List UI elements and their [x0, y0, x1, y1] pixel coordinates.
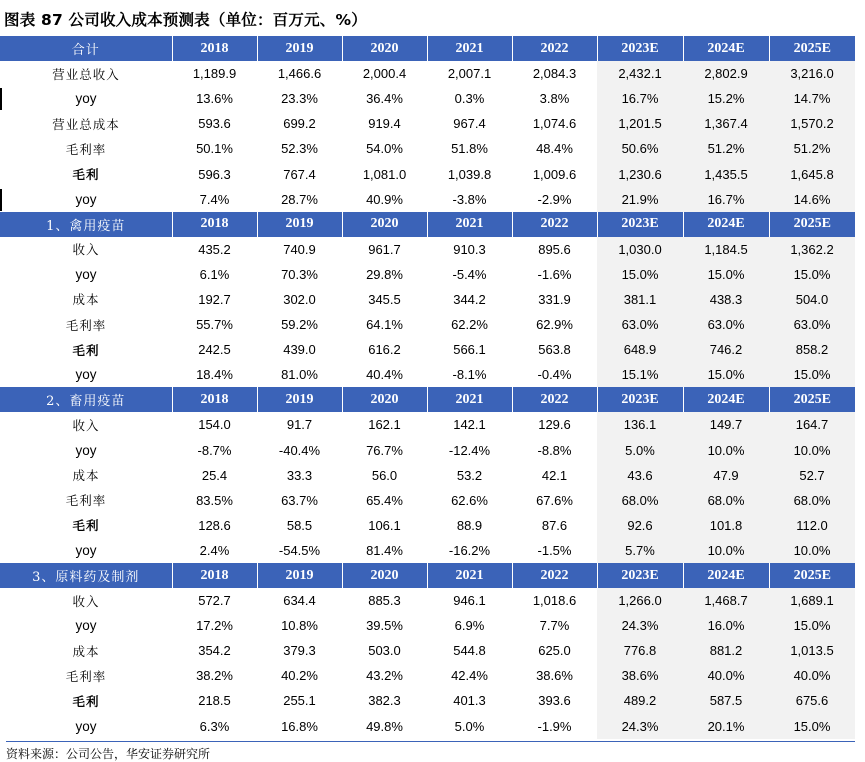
table-row [0, 161, 855, 186]
row-label: 毛利 [72, 167, 100, 183]
value-cell: 29.8% [366, 266, 403, 282]
section-header-row [0, 563, 855, 588]
year-header-cell: 2019 [257, 36, 342, 61]
row-label: 收入 [72, 242, 100, 258]
section-header-label: 合计 [0, 36, 172, 61]
value-cell: 648.9 [597, 337, 683, 362]
value-cell: 17.2% [196, 618, 233, 634]
value-cell: 587.5 [683, 688, 769, 713]
table-row [0, 663, 855, 688]
value-cell: 15.0% [769, 613, 855, 638]
value-cell: 42.4% [451, 668, 488, 684]
year-header-cell: 2019 [257, 387, 342, 412]
value-cell: 14.6% [769, 187, 855, 212]
value-cell: 15.0% [597, 262, 683, 287]
table-row [0, 714, 855, 739]
value-cell: 10.0% [683, 438, 769, 463]
value-cell: 1,030.0 [597, 237, 683, 262]
value-cell: 2,432.1 [597, 61, 683, 86]
year-header-cell: 2022 [512, 36, 597, 61]
value-cell: -54.5% [278, 542, 321, 558]
row-label: yoy [75, 718, 97, 734]
value-cell: 83.5% [196, 492, 233, 508]
value-cell: -12.4% [448, 442, 491, 458]
value-cell: 379.3 [283, 643, 316, 659]
row-label: 营业总成本 [52, 116, 120, 132]
table-row [0, 613, 855, 638]
value-cell: 1,367.4 [683, 111, 769, 136]
value-cell: 136.1 [597, 412, 683, 437]
value-cell: 154.0 [198, 417, 231, 433]
table-row [0, 463, 855, 488]
value-cell: 16.7% [597, 86, 683, 111]
value-cell: 54.0% [366, 141, 403, 157]
table-row [0, 638, 855, 663]
value-cell: 14.7% [769, 86, 855, 111]
value-cell: 24.3% [597, 613, 683, 638]
value-cell: 767.4 [283, 166, 316, 182]
value-cell: 2.4% [199, 542, 230, 558]
value-cell: 20.1% [683, 714, 769, 739]
value-cell: 51.8% [451, 141, 488, 157]
value-cell: 1,468.7 [683, 588, 769, 613]
value-cell: 1,689.1 [769, 588, 855, 613]
value-cell: 3.8% [539, 91, 570, 107]
value-cell: 919.4 [368, 116, 401, 132]
row-marker-2 [0, 189, 2, 211]
value-cell: 439.0 [283, 342, 316, 358]
value-cell: 70.3% [281, 266, 318, 282]
value-cell: 504.0 [769, 287, 855, 312]
value-cell: 572.7 [198, 593, 231, 609]
value-cell: 43.6 [597, 463, 683, 488]
value-cell: 10.0% [683, 538, 769, 563]
value-cell: 28.7% [281, 191, 318, 207]
value-cell: 1,466.6 [277, 66, 322, 82]
value-cell: 0.3% [454, 91, 485, 107]
year-header-cell: 2024E [683, 36, 769, 61]
value-cell: 67.6% [536, 492, 573, 508]
value-cell: 40.2% [281, 668, 318, 684]
value-cell: 63.0% [769, 312, 855, 337]
value-cell: 435.2 [198, 241, 231, 257]
value-cell: 33.3 [286, 467, 313, 483]
value-cell: 858.2 [769, 337, 855, 362]
value-cell: 76.7% [366, 442, 403, 458]
value-cell: 43.2% [366, 668, 403, 684]
row-label: yoy [75, 191, 97, 207]
value-cell: -8.1% [452, 367, 487, 383]
table-row [0, 362, 855, 387]
value-cell: 162.1 [368, 417, 401, 433]
table-row [0, 111, 855, 136]
year-header-cell: 2021 [427, 212, 512, 237]
year-header-cell: 2020 [342, 563, 427, 588]
value-cell: 40.4% [366, 367, 403, 383]
row-label: yoy [75, 542, 97, 558]
value-cell: -2.9% [537, 191, 572, 207]
value-cell: 62.2% [451, 317, 488, 333]
value-cell: 6.9% [454, 618, 485, 634]
value-cell: 1,362.2 [769, 237, 855, 262]
year-header-cell: 2023E [597, 387, 683, 412]
value-cell: 503.0 [368, 643, 401, 659]
value-cell: 544.8 [453, 643, 486, 659]
value-cell: 50.1% [196, 141, 233, 157]
value-cell: 92.6 [597, 513, 683, 538]
value-cell: 393.6 [538, 693, 571, 709]
year-header-cell: 2025E [769, 563, 855, 588]
value-cell: 489.2 [597, 688, 683, 713]
value-cell: 593.6 [198, 116, 231, 132]
value-cell: 52.3% [281, 141, 318, 157]
section-header-row [0, 387, 855, 412]
value-cell: 1,189.9 [192, 66, 237, 82]
value-cell: 18.4% [196, 367, 233, 383]
value-cell: 15.0% [769, 262, 855, 287]
value-cell: 15.0% [683, 362, 769, 387]
row-label: yoy [75, 618, 97, 634]
value-cell: 331.9 [538, 291, 571, 307]
value-cell: 2,000.4 [362, 66, 407, 82]
value-cell: 2,802.9 [683, 61, 769, 86]
value-cell: 746.2 [683, 337, 769, 362]
value-cell: 1,081.0 [362, 166, 407, 182]
row-label: yoy [75, 266, 97, 282]
table-row [0, 287, 855, 312]
value-cell: 39.5% [366, 618, 403, 634]
value-cell: 129.6 [538, 417, 571, 433]
value-cell: 946.1 [453, 593, 486, 609]
value-cell: 10.8% [281, 618, 318, 634]
value-cell: 51.2% [683, 136, 769, 161]
value-cell: 2,084.3 [532, 66, 577, 82]
value-cell: 6.1% [199, 266, 230, 282]
value-cell: 68.0% [769, 488, 855, 513]
value-cell: -5.4% [452, 266, 487, 282]
value-cell: 68.0% [683, 488, 769, 513]
table-row [0, 337, 855, 362]
table-row [0, 513, 855, 538]
value-cell: 81.0% [281, 367, 318, 383]
value-cell: 38.6% [597, 663, 683, 688]
value-cell: 24.3% [597, 714, 683, 739]
value-cell: 49.8% [366, 718, 403, 734]
value-cell: 1,645.8 [769, 161, 855, 186]
value-cell: 59.2% [281, 317, 318, 333]
value-cell: 302.0 [283, 291, 316, 307]
value-cell: 51.2% [769, 136, 855, 161]
year-header-cell: 2021 [427, 387, 512, 412]
value-cell: 616.2 [368, 342, 401, 358]
value-cell: 255.1 [283, 693, 316, 709]
value-cell: 63.0% [683, 312, 769, 337]
value-cell: 382.3 [368, 693, 401, 709]
value-cell: 87.6 [541, 517, 568, 533]
source-note: 资料来源：公司公告，华安证券研究所 [6, 741, 855, 762]
value-cell: 895.6 [538, 241, 571, 257]
value-cell: 16.8% [281, 718, 318, 734]
value-cell: 68.0% [597, 488, 683, 513]
value-cell: 149.7 [683, 412, 769, 437]
table-row [0, 688, 855, 713]
section-header-label: 3、原料药及制剂 [0, 563, 172, 588]
value-cell: 106.1 [368, 517, 401, 533]
value-cell: 40.0% [769, 663, 855, 688]
value-cell: 56.0 [371, 467, 398, 483]
section-header-row [0, 36, 855, 61]
value-cell: 16.7% [683, 187, 769, 212]
value-cell: -8.7% [197, 442, 232, 458]
value-cell: 1,435.5 [683, 161, 769, 186]
forecast-table-container [0, 36, 855, 739]
value-cell: -16.2% [448, 542, 491, 558]
value-cell: 53.2 [456, 467, 483, 483]
value-cell: 344.2 [453, 291, 486, 307]
value-cell: 40.9% [366, 191, 403, 207]
year-header-cell: 2019 [257, 563, 342, 588]
value-cell: 91.7 [286, 417, 313, 433]
value-cell: 52.7 [769, 463, 855, 488]
year-header-cell: 2018 [172, 36, 257, 61]
year-header-cell: 2023E [597, 212, 683, 237]
value-cell: 1,201.5 [597, 111, 683, 136]
value-cell: 15.2% [683, 86, 769, 111]
year-header-cell: 2019 [257, 212, 342, 237]
year-header-cell: 2020 [342, 387, 427, 412]
value-cell: 13.6% [196, 91, 233, 107]
value-cell: 101.8 [683, 513, 769, 538]
year-header-cell: 2024E [683, 212, 769, 237]
year-header-cell: 2020 [342, 36, 427, 61]
value-cell: 1,009.6 [532, 166, 577, 182]
value-cell: 381.1 [597, 287, 683, 312]
table-row [0, 488, 855, 513]
value-cell: 62.6% [451, 492, 488, 508]
value-cell: 961.7 [368, 241, 401, 257]
value-cell: 7.4% [199, 191, 230, 207]
value-cell: 885.3 [368, 593, 401, 609]
value-cell: 15.0% [769, 714, 855, 739]
value-cell: 881.2 [683, 638, 769, 663]
row-label: 收入 [72, 593, 100, 609]
row-label: 成本 [72, 643, 100, 659]
row-label: yoy [75, 367, 97, 383]
value-cell: 401.3 [453, 693, 486, 709]
table-row [0, 86, 855, 111]
value-cell: 1,018.6 [532, 593, 577, 609]
value-cell: 218.5 [198, 693, 231, 709]
value-cell: 25.4 [201, 467, 228, 483]
row-label: 成本 [72, 292, 100, 308]
year-header-cell: 2018 [172, 212, 257, 237]
value-cell: 5.0% [454, 718, 485, 734]
table-row [0, 438, 855, 463]
value-cell: 1,570.2 [769, 111, 855, 136]
year-header-cell: 2018 [172, 387, 257, 412]
section-header-label: 1、禽用疫苗 [0, 212, 172, 237]
value-cell: -1.9% [537, 718, 572, 734]
year-header-cell: 2022 [512, 387, 597, 412]
value-cell: 63.0% [597, 312, 683, 337]
value-cell: 50.6% [597, 136, 683, 161]
value-cell: -0.4% [537, 367, 572, 383]
value-cell: 910.3 [453, 241, 486, 257]
value-cell: 38.6% [536, 668, 573, 684]
value-cell: 164.7 [769, 412, 855, 437]
value-cell: 345.5 [368, 291, 401, 307]
value-cell: 16.0% [683, 613, 769, 638]
year-header-cell: 2020 [342, 212, 427, 237]
year-header-cell: 2023E [597, 563, 683, 588]
section-header-label: 2、畜用疫苗 [0, 387, 172, 412]
revenue-cost-forecast-table [0, 36, 855, 739]
value-cell: 1,266.0 [597, 588, 683, 613]
value-cell: 625.0 [538, 643, 571, 659]
value-cell: 634.4 [283, 593, 316, 609]
value-cell: -3.8% [452, 191, 487, 207]
value-cell: 58.5 [286, 517, 313, 533]
value-cell: -1.5% [537, 542, 572, 558]
section-header-row [0, 212, 855, 237]
row-label: yoy [75, 91, 97, 107]
value-cell: 1,184.5 [683, 237, 769, 262]
value-cell: -1.6% [537, 266, 572, 282]
year-header-cell: 2022 [512, 563, 597, 588]
value-cell: 563.8 [538, 342, 571, 358]
value-cell: 1,013.5 [769, 638, 855, 663]
row-label: 毛利 [72, 342, 100, 358]
year-header-cell: 2023E [597, 36, 683, 61]
value-cell: 55.7% [196, 317, 233, 333]
table-row [0, 61, 855, 86]
value-cell: 1,039.8 [447, 166, 492, 182]
table-row [0, 237, 855, 262]
value-cell: 740.9 [283, 241, 316, 257]
value-cell: 354.2 [198, 643, 231, 659]
year-header-cell: 2024E [683, 563, 769, 588]
value-cell: 438.3 [683, 287, 769, 312]
value-cell: 967.4 [453, 116, 486, 132]
value-cell: 5.7% [597, 538, 683, 563]
value-cell: 10.0% [769, 438, 855, 463]
value-cell: 675.6 [769, 688, 855, 713]
value-cell: 36.4% [366, 91, 403, 107]
value-cell: 776.8 [597, 638, 683, 663]
value-cell: 699.2 [283, 116, 316, 132]
value-cell: 38.2% [196, 668, 233, 684]
value-cell: 21.9% [597, 187, 683, 212]
row-label: 毛利率 [65, 317, 107, 333]
table-row [0, 136, 855, 161]
row-label: 毛利率 [65, 141, 107, 157]
value-cell: 47.9 [683, 463, 769, 488]
value-cell: 142.1 [453, 417, 486, 433]
table-row [0, 262, 855, 287]
row-label: 成本 [72, 468, 100, 484]
value-cell: 6.3% [199, 718, 230, 734]
value-cell: 2,007.1 [447, 66, 492, 82]
value-cell: 3,216.0 [769, 61, 855, 86]
value-cell: 242.5 [198, 342, 231, 358]
value-cell: 1,074.6 [532, 116, 577, 132]
value-cell: 7.7% [539, 618, 570, 634]
value-cell: 65.4% [366, 492, 403, 508]
row-label: 营业总收入 [52, 66, 120, 82]
value-cell: 5.0% [597, 438, 683, 463]
table-row [0, 538, 855, 563]
table-row [0, 588, 855, 613]
year-header-cell: 2024E [683, 387, 769, 412]
year-header-cell: 2022 [512, 212, 597, 237]
row-label: 毛利率 [65, 493, 107, 509]
value-cell: 15.0% [683, 262, 769, 287]
year-header-cell: 2021 [427, 563, 512, 588]
row-marker-1 [0, 88, 2, 110]
year-header-cell: 2025E [769, 387, 855, 412]
value-cell: 63.7% [281, 492, 318, 508]
value-cell: 40.0% [683, 663, 769, 688]
value-cell: 48.4% [536, 141, 573, 157]
table-row [0, 187, 855, 212]
value-cell: -8.8% [537, 442, 572, 458]
value-cell: 566.1 [453, 342, 486, 358]
year-header-cell: 2025E [769, 36, 855, 61]
value-cell: 42.1 [541, 467, 568, 483]
year-header-cell: 2018 [172, 563, 257, 588]
row-label: yoy [75, 442, 97, 458]
table-row [0, 412, 855, 437]
value-cell: 88.9 [456, 517, 483, 533]
value-cell: 15.1% [597, 362, 683, 387]
row-label: 毛利 [72, 518, 100, 534]
year-header-cell: 2025E [769, 212, 855, 237]
figure-title: 图表 87 公司收入成本预测表（单位：百万元、%） [4, 11, 367, 29]
value-cell: 10.0% [769, 538, 855, 563]
value-cell: -40.4% [278, 442, 321, 458]
value-cell: 192.7 [198, 291, 231, 307]
value-cell: 15.0% [769, 362, 855, 387]
value-cell: 64.1% [366, 317, 403, 333]
year-header-cell: 2021 [427, 36, 512, 61]
value-cell: 81.4% [366, 542, 403, 558]
value-cell: 596.3 [198, 166, 231, 182]
value-cell: 128.6 [198, 517, 231, 533]
row-label: 收入 [72, 417, 100, 433]
row-label: 毛利 [72, 693, 100, 709]
value-cell: 23.3% [281, 91, 318, 107]
value-cell: 62.9% [536, 317, 573, 333]
value-cell: 1,230.6 [597, 161, 683, 186]
table-row [0, 312, 855, 337]
row-label: 毛利率 [65, 668, 107, 684]
value-cell: 112.0 [769, 513, 855, 538]
